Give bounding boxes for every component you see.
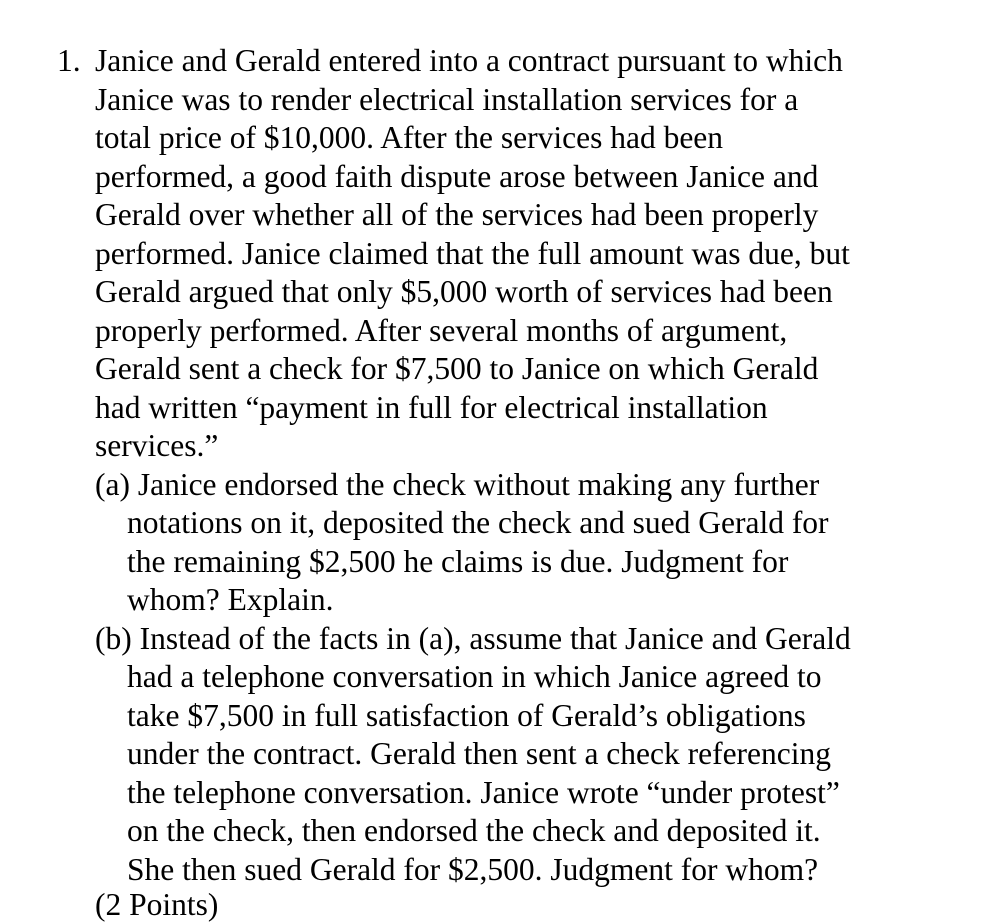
stem-line-4: performed, a good faith dispute arose between Janice and (95, 159, 819, 194)
cutoff-text: (2 Points) (95, 887, 219, 922)
part-b-line-3: take $7,500 in full satisfaction of Gerald’s obligations (127, 698, 806, 733)
stem-line-3: total price of $10,000. After the services had been (95, 120, 724, 155)
question-number: 1. (57, 43, 81, 78)
stem-line-5: Gerald over whether all of the services had been properly (95, 197, 819, 232)
stem-line-6: performed. Janice claimed that the full amount was due, but (95, 236, 850, 271)
part-a-line-2: notations on it, deposited the check and sued Gerald for (127, 505, 829, 540)
part-a-line-1: (a) Janice endorsed the check without making any further (95, 467, 820, 502)
part-b-line-7: She then sued Gerald for $2,500. Judgment for whom? (127, 852, 819, 887)
stem-line-2: Janice was to render electrical installation services for a (95, 82, 799, 117)
part-b-line-4: under the contract. Gerald then sent a check referencing (127, 736, 832, 771)
part-a-line-4: whom? Explain. (127, 582, 334, 617)
part-b-line-1: (b) Instead of the facts in (a), assume that Janice and Gerald (95, 621, 851, 656)
part-b-line-5: the telephone conversation. Janice wrote “under protest” (127, 775, 840, 810)
part-a-line-3: the remaining $2,500 he claims is due. Judgment for (127, 544, 789, 579)
part-b-line-2: had a telephone conversation in which Janice agreed to (127, 659, 822, 694)
stem-line-11: services.” (95, 428, 219, 463)
cutoff-line-fragment (95, 887, 245, 922)
part-b-line-6: on the check, then endorsed the check and deposited it. (127, 813, 821, 848)
stem-line-1: Janice and Gerald entered into a contract pursuant to which (95, 43, 843, 78)
stem-line-9: Gerald sent a check for $7,500 to Janice on which Gerald (95, 351, 819, 386)
stem-line-8: properly performed. After several months of argument, (95, 313, 788, 348)
stem-line-7: Gerald argued that only $5,000 worth of services had been (95, 274, 833, 309)
stem-line-10: had written “payment in full for electrical installation (95, 390, 768, 425)
